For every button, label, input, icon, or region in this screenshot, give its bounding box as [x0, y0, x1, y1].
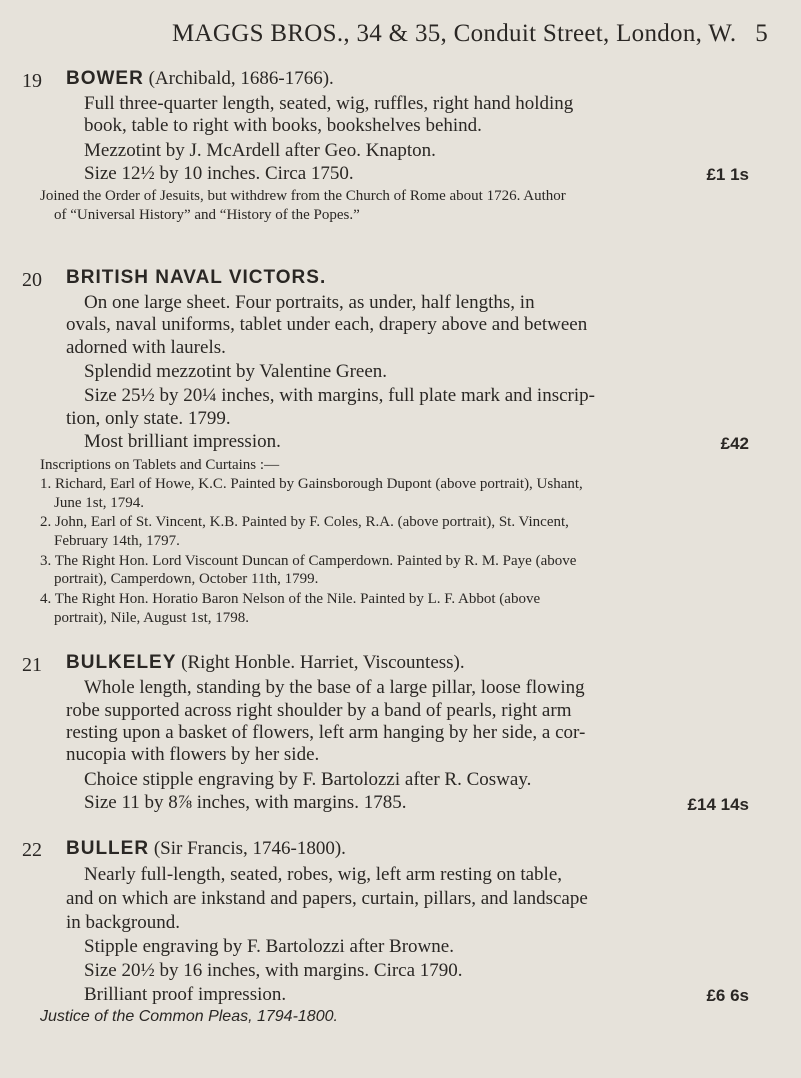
entry-line: Mezzotint by J. McArdell after Geo. Knapton. [84, 140, 436, 161]
entry-line: On one large sheet. Four portraits, as under, half lengths, in [84, 292, 535, 313]
entry-line: Full three-quarter length, seated, wig, ruffles, right hand holding [84, 93, 574, 114]
entry-note: portrait), Camperdown, October 11th, 1799. [54, 571, 319, 587]
entry-price: £1 1s [706, 165, 749, 184]
entry-note: Joined the Order of Jesuits, but withdrew from the Church of Rome about 1726. Author [40, 188, 566, 204]
entry-line: Brilliant proof impression. [84, 984, 287, 1005]
entry-name: BULLER [66, 838, 150, 859]
entry-line: Size 20½ by 16 inches, with margins. Circa 1790. [84, 960, 463, 981]
entry-heading [66, 838, 346, 860]
entry-line: Most brilliant impression. [84, 431, 281, 452]
entry-line: ovals, naval uniforms, tablet under each, drapery above and between [66, 314, 588, 335]
entry-name: BULKELEY [66, 652, 177, 673]
entry-line: adorned with laurels. [66, 337, 226, 358]
entry-note: of “Universal History” and “History of the Popes.” [54, 207, 360, 223]
entry-line: tion, only state. 1799. [66, 408, 231, 429]
entry-number: 20 [22, 269, 42, 291]
entry-subtitle: (Right Honble. Harriet, Viscountess). [181, 652, 465, 673]
entry-note: 1. Richard, Earl of Howe, K.C. Painted by Gainsborough Dupont (above portrait), Ushant, [40, 476, 583, 492]
entry-line: Whole length, standing by the base of a large pillar, loose flowing [84, 677, 585, 698]
entry-line: Choice stipple engraving by F. Bartolozzi after R. Cosway. [84, 769, 532, 790]
header-title: MAGGS BROS., 34 & 35, Conduit Street, London, W. [172, 20, 737, 47]
entry-note: February 14th, 1797. [54, 533, 180, 549]
entry-line: nucopia with flowers by her side. [66, 744, 320, 765]
entry-heading [66, 68, 334, 90]
entry-note: 3. The Right Hon. Lord Viscount Duncan of Camperdown. Painted by R. M. Paye (above [40, 553, 577, 569]
entry-price: £14 14s [687, 795, 749, 814]
entry-line: Splendid mezzotint by Valentine Green. [84, 361, 388, 382]
entry-line: Size 11 by 8⅞ inches, with margins. 1785. [84, 792, 407, 813]
entry-number: 22 [22, 839, 42, 861]
entry-note: portrait), Nile, August 1st, 1798. [54, 610, 249, 626]
entry-note: 2. John, Earl of St. Vincent, K.B. Painted by F. Coles, R.A. (above portrait), St. Vincent, [40, 514, 569, 530]
entry-line: Size 25½ by 20¼ inches, with margins, full plate mark and inscrip- [84, 385, 595, 406]
entry-line: robe supported across right shoulder by a band of pearls, right arm [66, 700, 572, 721]
entry-subtitle: (Sir Francis, 1746-1800). [153, 838, 346, 859]
entry-price: £42 [720, 434, 749, 453]
entry-number: 21 [22, 654, 42, 676]
entry-note: 4. The Right Hon. Horatio Baron Nelson of the Nile. Painted by L. F. Abbot (above [40, 591, 541, 607]
entry-line: book, table to right with books, bookshelves behind. [84, 115, 482, 136]
entry-line: Size 12½ by 10 inches. Circa 1750. [84, 163, 354, 184]
entry-note: Inscriptions on Tablets and Curtains :— [40, 457, 280, 473]
page-number: 5 [755, 20, 768, 47]
entry-name: BRITISH NAVAL VICTORS. [66, 267, 327, 288]
entry-heading [66, 267, 326, 289]
entry-subtitle: (Archibald, 1686-1766). [148, 68, 334, 89]
entry-note: June 1st, 1794. [54, 495, 144, 511]
entry-line: and on which are inkstand and papers, curtain, pillars, and landscape [66, 888, 588, 909]
entry-line: Stipple engraving by F. Bartolozzi after Browne. [84, 936, 454, 957]
entry-heading [66, 652, 465, 674]
entry-line: Nearly full-length, seated, robes, wig, left arm resting on table, [84, 864, 563, 885]
entry-line: resting upon a basket of flowers, left arm hanging by her side, a cor- [66, 722, 586, 743]
entry-price: £6 6s [706, 986, 749, 1005]
entry-note: Justice of the Common Pleas, 1794-1800. [40, 1008, 338, 1025]
entry-name: BOWER [66, 68, 144, 89]
entry-number: 19 [22, 70, 42, 92]
entry-line: in background. [66, 912, 180, 933]
